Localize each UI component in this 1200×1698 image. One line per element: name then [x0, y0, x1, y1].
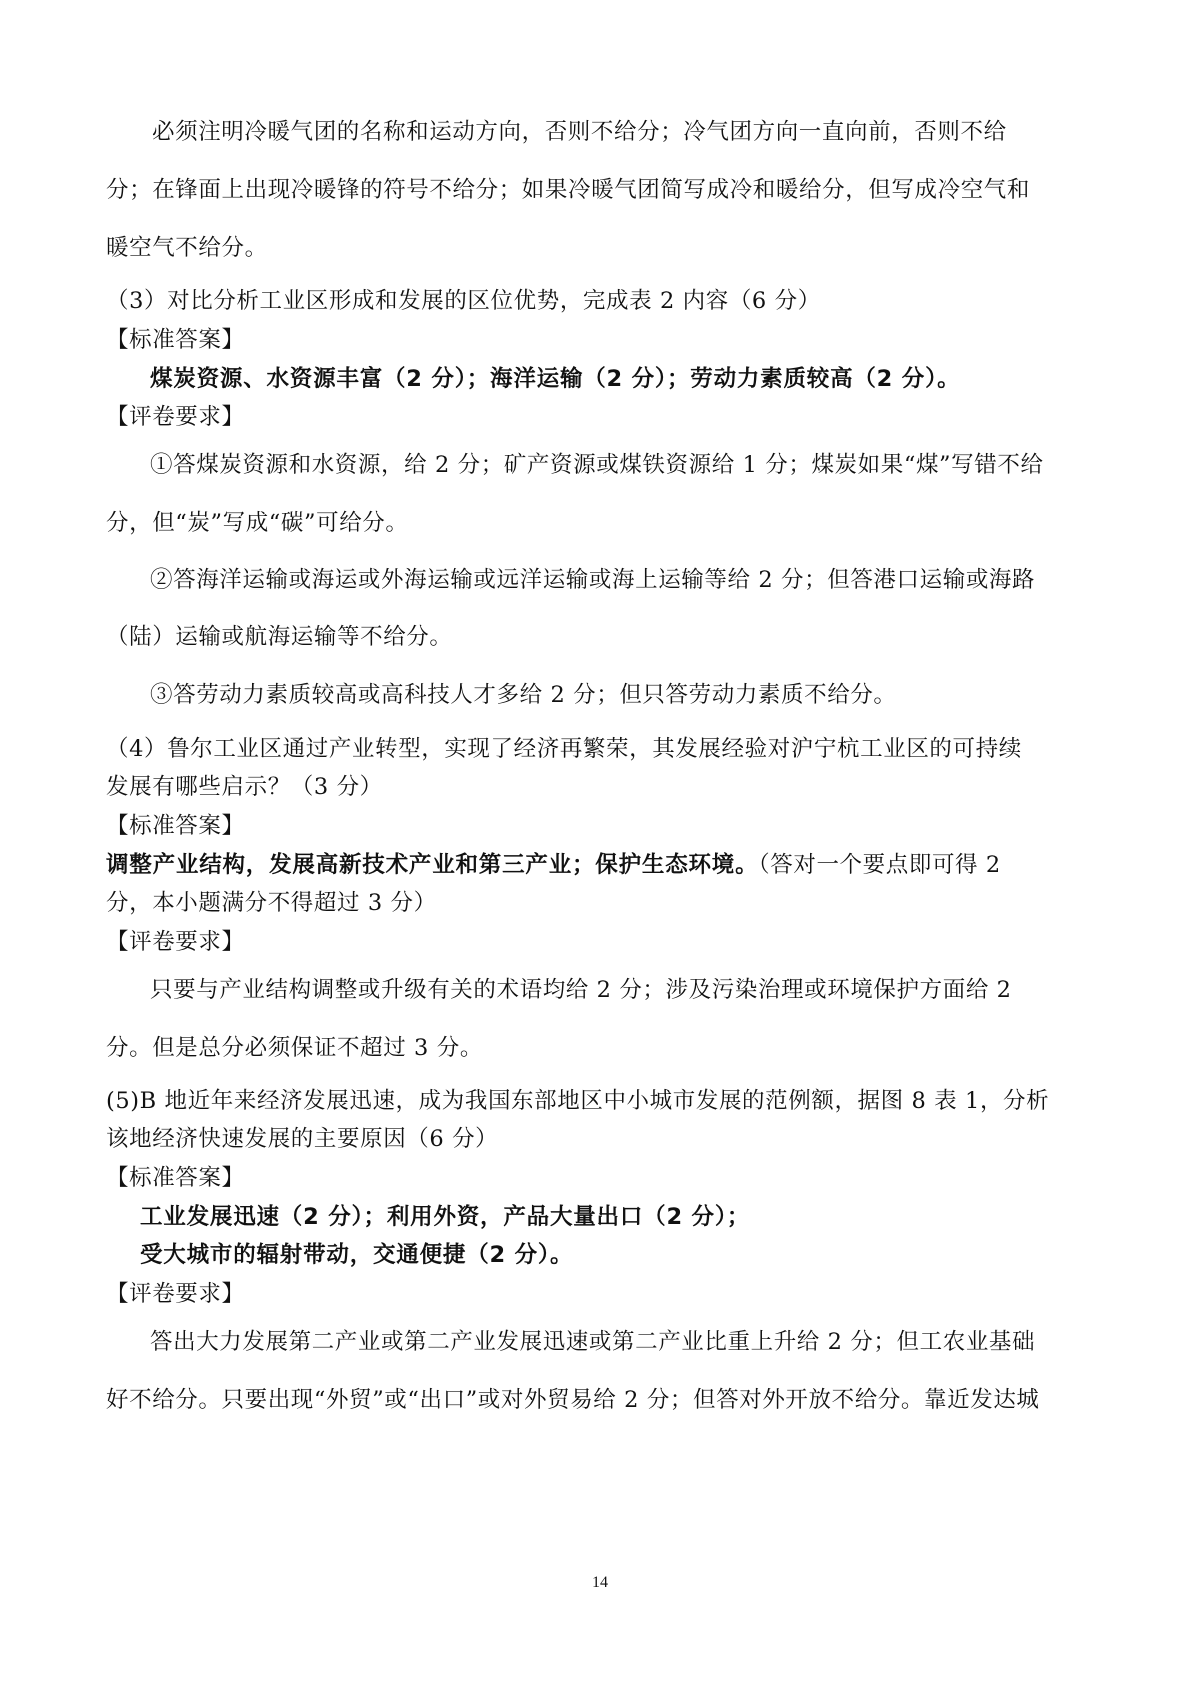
- q4-grading-heading: 【评卷要求】: [106, 929, 245, 955]
- q5-question-line-2: 该地经济快速发展的主要原因（6 分）: [106, 1126, 499, 1152]
- q5-answer-line-2: 受大城市的辐射带动，交通便捷（2 分）。: [140, 1242, 574, 1268]
- q4-answer-heading: 【标准答案】: [106, 813, 245, 839]
- q4-answer-line-2: 分，本小题满分不得超过 3 分）: [106, 890, 437, 916]
- q3-grading-line-2: 分，但“炭”写成“碳”可给分。: [106, 510, 409, 536]
- q5-answer-line-1: 工业发展迅速（2 分）；利用外资，产品大量出口（2 分）；: [140, 1204, 751, 1230]
- q4-answer-note: （答对一个要点即可得 2: [758, 852, 1001, 878]
- q5-answer-heading: 【标准答案】: [106, 1165, 245, 1191]
- q3-answer: 煤炭资源、水资源丰富（2 分）；海洋运输（2 分）；劳动力素质较高（2 分）。: [150, 366, 961, 392]
- q3-grading-line-4: （陆）运输或航海运输等不给分。: [106, 624, 453, 650]
- q4-question-line-2: 发展有哪些启示？（3 分）: [106, 774, 383, 800]
- q5-grading-line-1: 答出大力发展第二产业或第二产业发展迅速或第二产业比重上升给 2 分；但工农业基础: [150, 1329, 1036, 1355]
- q4-question-line-1: （4）鲁尔工业区通过产业转型，实现了经济再繁荣，其发展经验对沪宁杭工业区的可持续: [106, 736, 1022, 762]
- q3-grading-line-5: ③答劳动力素质较高或高科技人才多给 2 分；但只答劳动力素质不给分。: [150, 682, 897, 708]
- q3-question: （3）对比分析工业区形成和发展的区位优势，完成表 2 内容（6 分）: [106, 288, 821, 314]
- q3-grading-line-3: ②答海洋运输或海运或外海运输或远洋运输或海上运输等给 2 分；但答港口运输或海路: [150, 567, 1036, 593]
- q3-grading-line-1: ①答煤炭资源和水资源，给 2 分；矿产资源或煤铁资源给 1 分；煤炭如果“煤”写错不给: [150, 452, 1044, 478]
- q5-grading-heading: 【评卷要求】: [106, 1281, 245, 1307]
- q3-grading-heading: 【评卷要求】: [106, 404, 245, 430]
- q4-grading-line-2: 分。但是总分必须保证不超过 3 分。: [106, 1035, 483, 1061]
- front-note-line-2: 分；在锋面上出现冷暖锋的符号不给分；如果冷暖气团简写成冷和暖给分，但写成冷空气和: [106, 177, 1031, 203]
- q5-question-line-1: (5)B 地近年来经济发展迅速，成为我国东部地区中小城市发展的范例额，据图 8 表 1，分析: [106, 1088, 1050, 1114]
- q4-grading-line-1: 只要与产业结构调整或升级有关的术语均给 2 分；涉及污染治理或环境保护方面给 2: [150, 977, 1012, 1003]
- front-note-line-3: 暖空气不给分。: [106, 235, 268, 261]
- q4-answer-line-1: [106, 850, 1001, 880]
- q3-answer-heading: 【标准答案】: [106, 327, 245, 353]
- q4-answer-bold: 调整产业结构，发展高新技术产业和第三产业；保护生态环境。: [106, 852, 759, 878]
- page-number: 14: [592, 1574, 608, 1591]
- front-note-line-1: 必须注明冷暖气团的名称和运动方向，否则不给分；冷气团方向一直向前，否则不给: [152, 119, 1007, 145]
- q5-grading-line-2: 好不给分。只要出现“外贸”或“出口”或对外贸易给 2 分；但答对外开放不给分。靠近发达城: [106, 1387, 1040, 1413]
